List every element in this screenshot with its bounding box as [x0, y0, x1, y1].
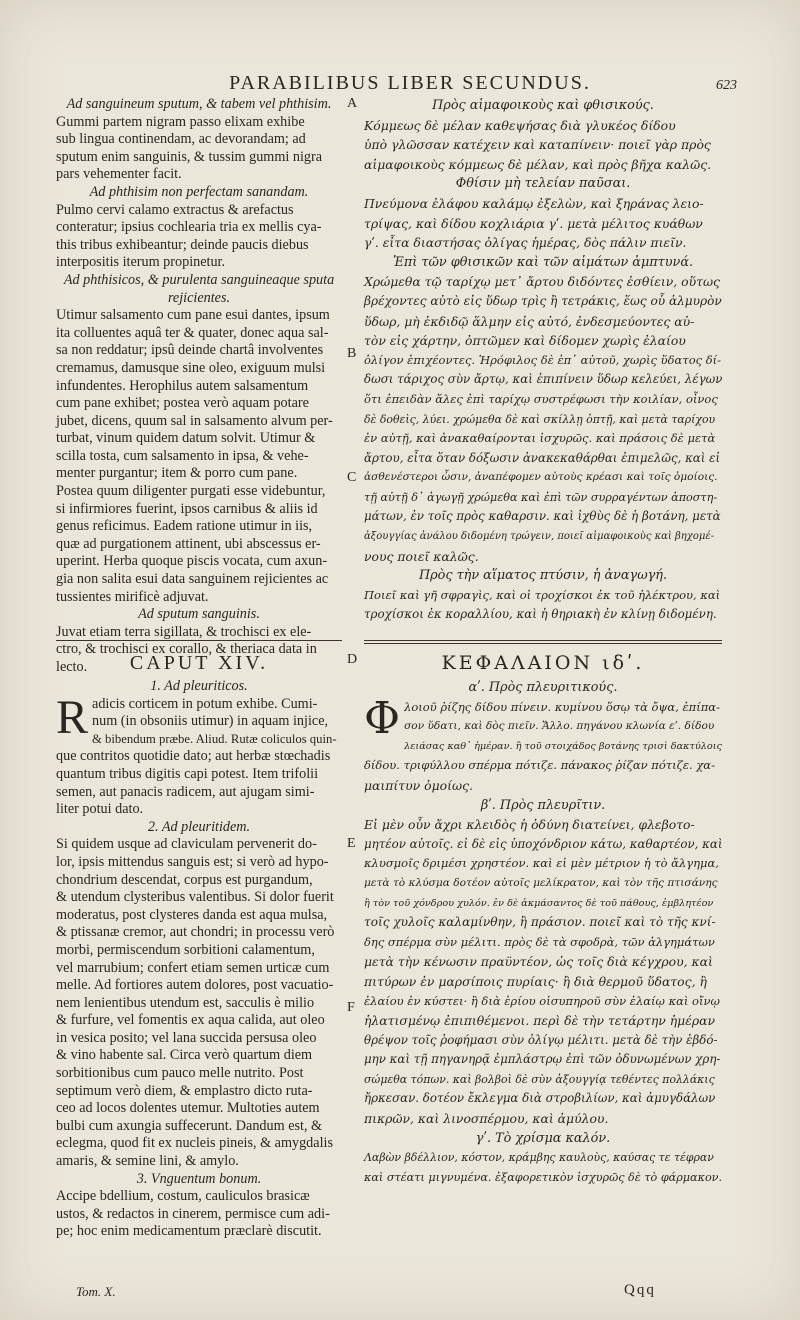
- text-line: this tribus exhibeantur; deinde paucis diebus: [56, 236, 309, 253]
- text-line: λειάσας καθ᾽ ἡμέραν. ἢ τοῦ στοιχάδος βοτάνης τρισὶ δακτύλοις: [404, 740, 722, 752]
- text-line: ἤρκεσαν. δοτέον ἔκλεγμα διὰ στροβιλίων, καὶ ἀμυγδάλων: [364, 1091, 716, 1106]
- text-line: semen, aut panacis radicem, aut ajugam simi-: [56, 783, 315, 800]
- text-line: num (in obsoniis utimur) in aquam injice,: [92, 713, 329, 730]
- text-line: τῇ αὐτῇ δ᾽ ἀγωγῇ χρώμεθα καὶ ἐπὶ τῶν συρραγέντων ἀποστη-: [364, 490, 718, 504]
- text-heading: Ad sanguineum sputum, & tabem vel phthisim.: [66, 96, 332, 112]
- text-line: ctro, & trochisci ex corallo, & theriaca data in: [56, 641, 317, 658]
- text-line: Εἰ μὲν οὖν ἄχρι κλειδὸς ἡ ὀδύνη διατείνει, φλεβοτο-: [364, 817, 695, 833]
- text-line: lor, ipsis mittendus sanguis est; si verò ad hypo-: [56, 853, 329, 870]
- text-line: ὕδωρ, μὴ ἐκδιδῷ ἅλμην εἰς αὐτό, ἐνδεσμεύοντες αὐ-: [364, 313, 695, 329]
- text-heading: Ad sputum sanguinis.: [138, 606, 260, 623]
- text-line: & vino habente sal. Circa verò quartum diem: [56, 1047, 313, 1064]
- drop-cap: Φ: [364, 692, 401, 744]
- signature-mark: Qqq: [624, 1282, 656, 1298]
- margin-letter: B: [347, 346, 357, 361]
- text-line: liter potui dato.: [56, 801, 144, 818]
- text-line: ἄρτου, εἶτα ὅταν δόξωσιν ἀνακεκαθάρθαι ἐπιμελῶς, καὶ εἰ: [364, 450, 721, 465]
- text-heading: γʹ. Τὸ χρίσμα καλόν.: [475, 1130, 611, 1146]
- text-line: ἐλαίου ἐν κύστει· ἢ διὰ ἐρίου οἰσυπηροῦ σὺν ἐλαίῳ καὶ οἴνῳ: [364, 993, 720, 1008]
- text-line: menter purgantur; item & porro cum pane.: [56, 465, 298, 482]
- text-line: infundentes. Herophilus autem salsamentum: [56, 377, 309, 394]
- text-line: Accipe bdellium, costum, cauliculos brasicæ: [56, 1188, 310, 1205]
- text-line: ἐν αὐτῇ, καὶ ἀνακαθαίρονται ἰσχυρῶς. καὶ πράσοις δὲ μετὰ: [364, 431, 716, 446]
- text-line: interpositis iterum propinetur.: [56, 254, 226, 271]
- text-line: pars vehementer facit.: [56, 166, 182, 183]
- text-line: lecto.: [56, 659, 88, 675]
- text-line: αἱμαφοικοὺς κόμμεως δὲ μέλαν, καὶ πρὸς βῆχα καλῶς.: [364, 156, 712, 172]
- text-line: gia non salita esui data sanguinem rejicientes ac: [56, 571, 329, 588]
- text-heading: βʹ. Πρὸς πλευρῖτιν.: [480, 797, 606, 813]
- text-line: Λαβὼν βδέλλιον, κόστον, κράμβης καυλοὺς, καύσας τε τέφραν: [364, 1151, 714, 1165]
- text-heading: Ad phthisim non perfectam sanandam.: [89, 183, 309, 200]
- text-line: si infirmiores fuerint, ipsos carnibus & aliis id: [56, 500, 318, 517]
- section-divider-right: [364, 640, 722, 641]
- text-line: Πνεύμονα ἐλάφου καλάμῳ ἐξελὼν, καὶ ξηράνας λειο-: [364, 195, 704, 211]
- text-line: in vesica posito; vel lana succida persusa oleo: [56, 1029, 317, 1046]
- text-line: δίδου. τριφύλλου σπέρμα πότιζε. πάνακος ῥίζαν πότιζε. χα-: [364, 758, 715, 773]
- text-line: scilla tosta, cum salsamento in ipsa, & vehe-: [56, 447, 309, 464]
- text-line: sorbitionibus cum pauco melle nutrito. Post: [56, 1065, 304, 1082]
- text-line: ceo ad locos dolentes utemur. Multoties autem: [56, 1100, 320, 1117]
- text-line: ὑπὸ γλῶσσαν κατέχειν καὶ καταπίνειν· ποιεῖ γὰρ πρὸς: [364, 137, 711, 153]
- text-heading: Πρὸς τὴν αἵματος πτύσιν, ἡ ἀναγωγή.: [418, 568, 668, 584]
- text-line: μαιπίτυν ὁμοίως.: [364, 777, 473, 793]
- text-line: θρέψον τοῖς ῥοφήμασι σὺν ὀλίγῳ μέλιτι. μετὰ δὲ τὴν ἑβδό-: [364, 1032, 718, 1047]
- text-line: cum pane exhibet; postea verò aquam potare: [56, 395, 309, 412]
- text-line: quæ ad purgationem attinent, ubi abscessus er-: [56, 535, 321, 552]
- text-line: tussientes mirificè adjuvat.: [56, 588, 209, 605]
- text-line: γʹ. εἶτα διαστήσας ὀλίγας ἡμέρας, δὸς πάλιν πιεῖν.: [364, 235, 687, 251]
- text-line: conteratur; ipsius cochlearia tria ex mellis cya-: [56, 219, 322, 236]
- text-line: ita colluentes aquâ ter & quater, donec aqua sal-: [56, 324, 329, 341]
- text-line: ὀλίγον ἐπιχέοντες. Ἡρόφιλος δὲ ἐπ᾽ αὐτοῦ, χωρὶς ὕδατος δί-: [364, 352, 722, 367]
- text-line: Gummi partem nigram passo elixam exhibe: [56, 113, 305, 130]
- text-line: sa non reddatur; ipsû deinde chartâ involventes: [56, 342, 324, 359]
- volume-mark: Tom. X.: [76, 1284, 116, 1299]
- text-line: sub lingua continendam, ac devorandam; ad: [56, 131, 306, 148]
- page-number: 623: [716, 78, 737, 93]
- text-line: πικρῶν, καὶ λινοσπέρμου, καὶ ἀμύλου.: [364, 1111, 609, 1127]
- margin-letter: D: [347, 652, 358, 667]
- text-line: vel marrubium; confert etiam semen urticæ cum: [56, 959, 330, 976]
- latin-column-bottom: [56, 650, 342, 1270]
- text-heading: 3. Vnguentum bonum.: [136, 1170, 262, 1187]
- text-line: ustos, & redactos in cinerem, permisce cum adi-: [56, 1205, 330, 1222]
- text-line: Χρώμεθα τῷ ταρίχῳ μετ᾽ ἄρτου διδόντες ἐσθίειν, οὕτως: [364, 274, 721, 290]
- text-heading: 1. Ad pleuriticos.: [150, 678, 248, 694]
- text-line: & furfure, vel fomentis ex aqua calida, aut oleo: [56, 1012, 325, 1029]
- text-line: pe; hoc enim medicamentum præclarè discutit.: [56, 1223, 322, 1240]
- text-line: que contritos quotidie dato; aut herbæ stœchadis: [56, 748, 331, 765]
- text-line: ἡλατισμένῳ ἐπιπιθέμενοι. περὶ δὲ τὴν τετάρτην ἡμέραν: [364, 1013, 716, 1029]
- margin-letter: E: [347, 836, 356, 851]
- text-line: Si quidem usque ad claviculam pervenerit do-: [56, 836, 317, 853]
- drop-cap: R: [56, 690, 89, 744]
- text-line: τὸν εἰς χάρτην, ὀπτῶμεν καὶ δίδομεν χωρὶς ἐλαίου: [364, 333, 686, 349]
- text-line: Ποιεῖ καὶ γῆ σφραγὶς, καὶ οἱ τροχίσκοι ἐκ τοῦ ἠλέκτρου, καὶ: [364, 587, 721, 602]
- text-line: septimum verò diem, & emplastro dicto ruta-: [56, 1082, 313, 1099]
- text-line: moderatus, post clysteres danda est aqua mulsa,: [56, 906, 328, 923]
- text-heading: Πρὸς αἱμαφοικοὺς καὶ φθισικούς.: [432, 98, 654, 113]
- text-heading: 2. Ad pleuritidem.: [147, 818, 251, 835]
- text-heading: Φθίσιν μὴ τελείαν παῦσαι.: [455, 176, 631, 192]
- text-line: uperint. Herba quoque piscis vocata, cum axun-: [56, 553, 328, 570]
- text-line: Utimur salsamento cum pane esui dantes, ipsum: [56, 307, 330, 324]
- text-line: ἢ τὸν τοῦ χόνδρου χυλόν. ἐν δὲ ἀκμάσαντος δὲ τοῦ πάθους, ἐμβλητέον: [364, 897, 714, 909]
- text-line: κλυσμοῖς δριμέσι χρηστέον. καὶ εἰ μὲν μέτριον ἡ τὸ ἄλγημα,: [364, 856, 719, 871]
- text-line: cremamus, damusque sine oleo, exiguum mulsi: [56, 359, 326, 376]
- text-line: jubet, dicens, quum sal in salsamento alvum per-: [56, 412, 333, 429]
- text-line: & bibendum præbe. Aliud. Rutæ coliculos quin-: [92, 731, 337, 746]
- margin-letter: A: [347, 96, 358, 111]
- text-line: καὶ στέατι μιγνυμένα. ἐξαφορετικὸν ἰσχυρῶς δὲ τὸ φάρμακον.: [364, 1170, 723, 1184]
- section-divider-left: [56, 640, 342, 641]
- text-line: βρέχοντες αὐτὸ εἰς ὕδωρ τρὶς ἢ τετράκις, ἕως οὗ ἁλμυρὸν: [364, 293, 722, 308]
- text-line: σώμεθα τόπων. καὶ βολβοὶ δὲ σὺν ἀξουγγίᾳ τεθέντες πολλάκις: [364, 1072, 715, 1086]
- text-line: nem lenientibus utendum est, sacculis è milio: [56, 994, 315, 1011]
- text-line: adicis corticem in potum exhibe. Cumi-: [92, 695, 318, 712]
- text-line: μητέον αὐτοῖς. εἰ δὲ εἰς ὑποχόνδριον κάτω, καθαρτέον, καὶ: [364, 836, 723, 851]
- text-line: melle. Ad fortiores autem dolores, post vacuatio-: [56, 977, 334, 994]
- text-line: Postea quum diligenter purgati esse videbuntur,: [56, 483, 326, 500]
- text-line: ἀξουγγίας ἀνάλου διδομένη τρώγειν, ποιεῖ αἱμαφοικοὺς καὶ βηχομέ-: [364, 531, 715, 543]
- text-line: ἀσθενέστεροι ὦσιν, ἀναπέφομεν αὐτοὺς κρέασι καὶ τοῖς ὁμοίοις.: [364, 471, 718, 484]
- text-line: μάτων, ἐν τοῖς πρὸς καθαρσιν. καὶ ἰχθὺς δὲ ἡ βοτάνη, μετὰ: [364, 509, 721, 524]
- greek-column-top: [364, 96, 722, 648]
- text-line: & ptissanæ cremor, aut chondri; in processu verò: [56, 924, 335, 941]
- text-line: σον ὕδατι, καὶ δὸς πιεῖν. Ἄλλο. πηγάνου κλωνία εʹ. δίδου: [404, 720, 715, 733]
- greek-column-bottom: [364, 650, 722, 1270]
- text-line: νους ποιεῖ καλῶς.: [364, 548, 479, 564]
- margin-letter: C: [347, 470, 357, 485]
- text-line: eclegma, quod fit ex nucleis pineis, & amygdalis: [56, 1135, 333, 1152]
- text-line: sputum enim sanguinis, & tussim gummi nigra: [56, 148, 323, 165]
- text-line: Pulmo cervi calamo extractus & arefactus: [56, 201, 294, 218]
- running-head: PARABILIBUS LIBER SECUNDUS.: [229, 72, 591, 94]
- text-line: quantum tribus digitis capi potest. Item trifolii: [56, 765, 319, 782]
- text-line: chondrium descendat, corpus est purgandum,: [56, 871, 313, 888]
- text-heading: Ad phthisicos, & purulenta sanguineaque sputa: [63, 271, 335, 288]
- text-line: μην καὶ τῇ πηγανηρᾷ ἐμπλάστρῳ ἐπὶ τῶν ὀδυνωμένων χρη-: [364, 1052, 721, 1067]
- text-line: μετὰ τὴν κένωσιν πραϋντέον, ὡς τοῖς διὰ κέγχρου, καὶ: [364, 954, 713, 970]
- section-divider-right-double: [364, 643, 722, 644]
- text-line: turbat, vinum quidem datum solvit. Utimur &: [56, 430, 316, 447]
- text-line: δης σπέρμα σὺν μέλιτι. πρὸς δὲ τὰ σφοδρὰ, τῶν ἀλγημάτων: [364, 934, 715, 949]
- text-line: Κόμμεως δὲ μέλαν καθεψήσας διὰ γλυκέος δίδου: [364, 117, 676, 133]
- text-line: & utendum clysteribus valentibus. Si dolor fuerit: [56, 889, 334, 906]
- text-line: τροχίσκοι ἐκ κοραλλίου, καὶ ἡ θηριακὴ ἐν κλίνῃ διδομένη.: [364, 607, 717, 622]
- text-line: ὅτι ἐπειδὰν ἅλες ἐπὶ ταρίχῳ συστρέφωσι τὴν κοιλίαν, οἶνος: [364, 391, 718, 406]
- text-heading: Ἐπὶ τῶν φθισικῶν καὶ τῶν αἱμάτων ἀμπτυνά.: [392, 254, 694, 270]
- chapter-title-greek: ΚΕΦΑΛΑΙΟΝ ιδʹ.: [441, 652, 645, 674]
- text-line: genus reficimus. Eadem ratione utimur in iis,: [56, 518, 313, 535]
- text-heading: αʹ. Πρὸς πλευριτικούς.: [468, 680, 618, 695]
- text-line: amaris, & semine lini, & amylo.: [56, 1153, 239, 1170]
- text-line: δὲ δοθεὶς, λύει. χρώμεθα δὲ καὶ σκίλλῃ ὀπτῇ, καὶ μετὰ ταρίχου: [364, 412, 716, 426]
- text-line: μετὰ τὸ κλύσμα δοτέον αὐτοῖς μελίκρατον, καὶ τὸν τῆς πτισάνης: [364, 876, 718, 889]
- text-line: τοῖς χυλοῖς καλαμίνθην, ἢ πράσιον. ποιεῖ καὶ τὸ τῆς κνί-: [364, 915, 716, 930]
- chapter-title-latin: CAPUT XIV.: [129, 652, 269, 674]
- text-line: bulbi cum axungia suffecerunt. Dandum est, &: [56, 1117, 323, 1134]
- text-line: τρίψας, καὶ δίδου κοχλιάρια γʹ. μετὰ μέλιτος κυάθων: [364, 215, 703, 231]
- text-line: λοιοῦ ῥίζης δίδου πίνειν. κυμίνου ὅσῳ τὰ ὄψα, ἐπίπα-: [404, 699, 720, 714]
- margin-letter: F: [347, 1000, 355, 1015]
- text-heading: rejicientes.: [167, 289, 231, 306]
- text-line: πιτύρων ἐν μαρσίποις πυρίαις· ἢ διὰ θερμοῦ ὕδατος, ἢ: [364, 973, 707, 989]
- text-line: δωσι τάριχος σὺν ἄρτῳ, καὶ ἐπιπίνειν ὕδωρ κελεύει, λέγων: [364, 372, 723, 387]
- text-line: morbi, permiscendum sorbitioni calamentum,: [56, 941, 315, 958]
- text-line: Juvat etiam terra sigillata, & trochisci ex ele-: [56, 623, 312, 640]
